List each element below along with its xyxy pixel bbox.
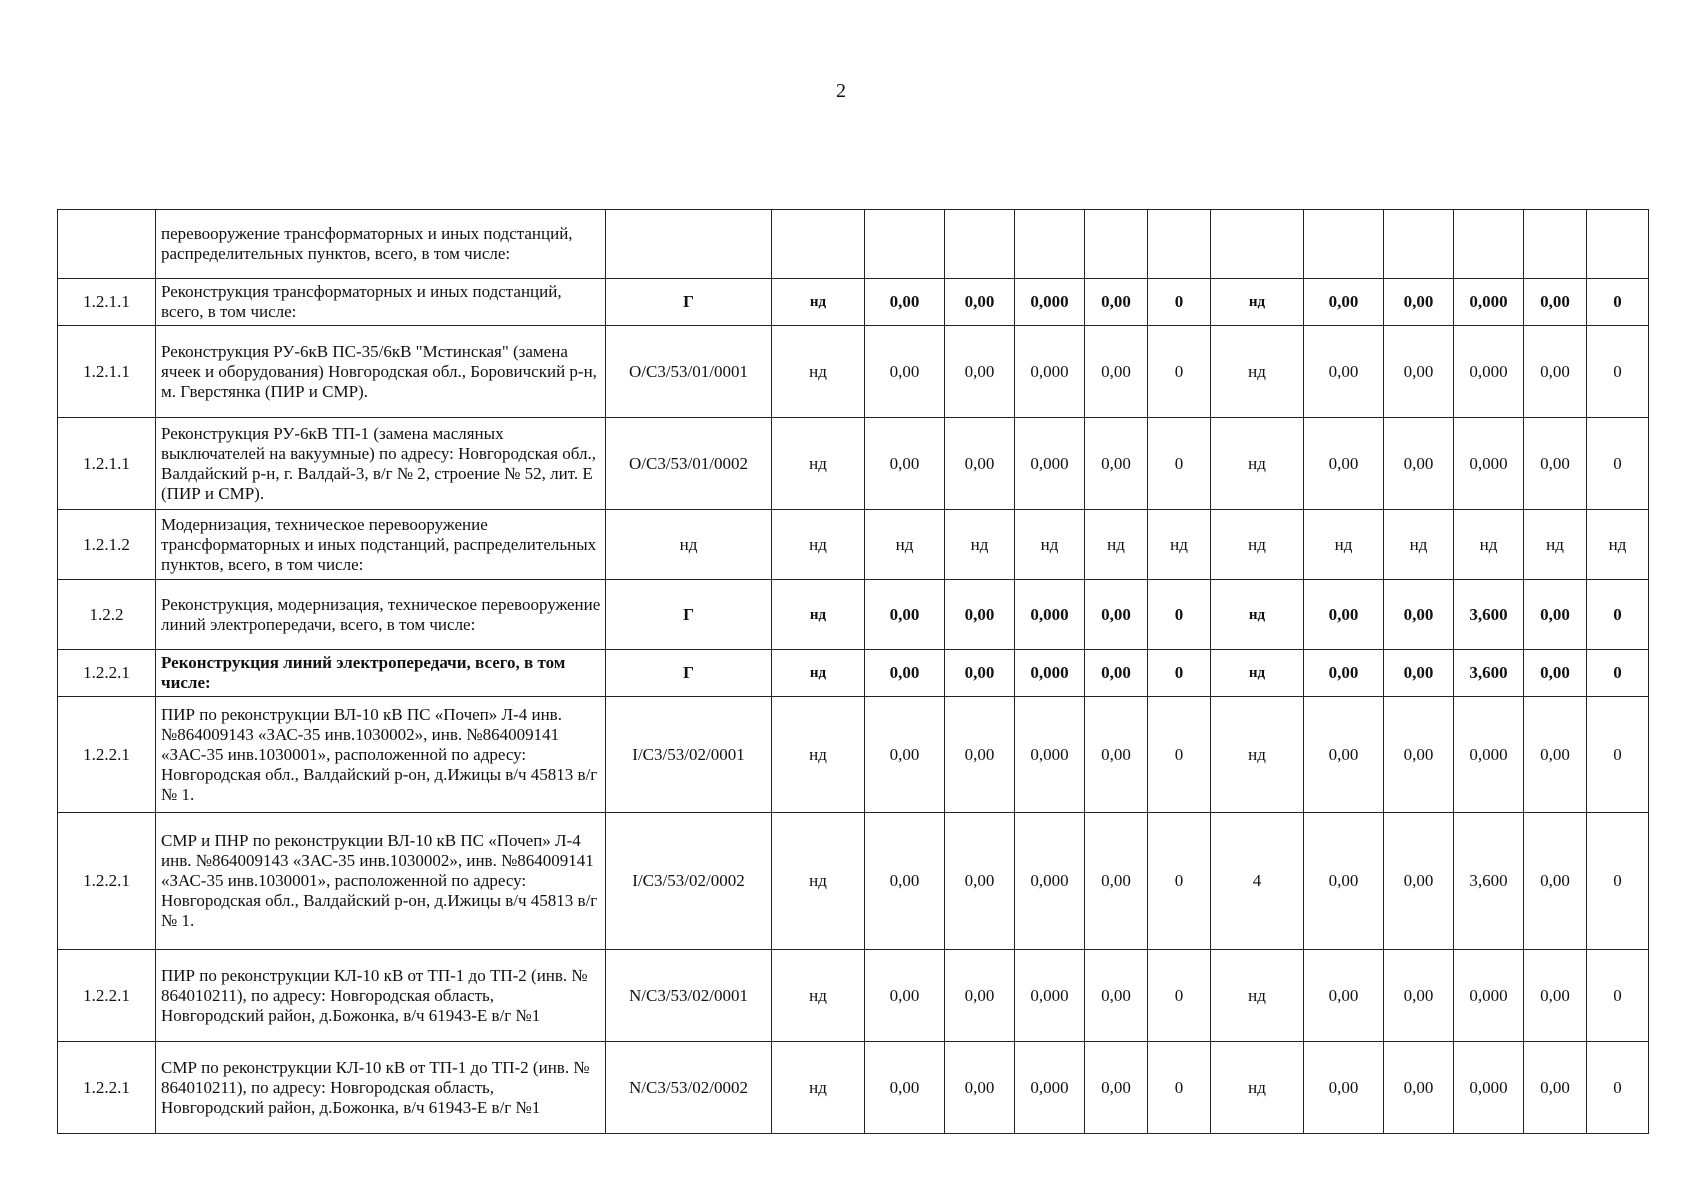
value-cell: 0,00 — [1085, 1042, 1148, 1134]
value-cell: нд — [772, 650, 865, 697]
value-cell: 0,00 — [1384, 418, 1454, 510]
value-cell — [1304, 210, 1384, 279]
value-cell: 3,600 — [1454, 650, 1524, 697]
value-cell — [1587, 210, 1649, 279]
value-cell: 0,00 — [865, 580, 945, 650]
page-number: 2 — [836, 80, 846, 102]
value-cell: 0,00 — [1085, 580, 1148, 650]
value-cell: 0,00 — [1384, 950, 1454, 1042]
value-cell: 0,00 — [1384, 279, 1454, 326]
value-cell: 0,00 — [945, 1042, 1015, 1134]
value-cell: 0 — [1587, 1042, 1649, 1134]
value-cell: 0 — [1148, 813, 1211, 950]
value-cell: 0,00 — [1304, 950, 1384, 1042]
value-cell — [945, 210, 1015, 279]
value-cell: 0,000 — [1454, 279, 1524, 326]
value-cell: 0,000 — [1015, 697, 1085, 813]
value-cell: нд — [945, 510, 1015, 580]
value-cell: 0,00 — [945, 279, 1015, 326]
value-cell: 0,00 — [1304, 697, 1384, 813]
value-cell: 0 — [1148, 950, 1211, 1042]
value-cell: 0 — [1587, 697, 1649, 813]
value-cell: 0,000 — [1454, 418, 1524, 510]
value-cell: нд — [772, 279, 865, 326]
row-name: Реконструкция линий электропередачи, всего, в том числе: — [156, 650, 606, 697]
value-cell: 0 — [1587, 326, 1649, 418]
value-cell: нд — [1211, 950, 1304, 1042]
value-cell: нд — [1211, 418, 1304, 510]
value-cell: нд — [1454, 510, 1524, 580]
value-cell — [1211, 210, 1304, 279]
value-cell: 0,000 — [1015, 1042, 1085, 1134]
value-cell: 0,000 — [1015, 326, 1085, 418]
row-number — [58, 210, 156, 279]
value-cell: нд — [1211, 697, 1304, 813]
value-cell: 0 — [1587, 950, 1649, 1042]
row-name: перевооружение трансформаторных и иных подстанций, распределительных пунктов, всего, в том числе: — [156, 210, 606, 279]
table-row — [58, 813, 1649, 950]
value-cell: 0,00 — [1085, 650, 1148, 697]
row-code: N/C3/53/02/0002 — [606, 1042, 772, 1134]
value-cell: 0 — [1587, 279, 1649, 326]
value-cell: нд — [1211, 650, 1304, 697]
value-cell: 0,00 — [1085, 697, 1148, 813]
value-cell: 0,00 — [1384, 326, 1454, 418]
row-number: 1.2.2.1 — [58, 950, 156, 1042]
value-cell: 0,00 — [1384, 813, 1454, 950]
value-cell — [1148, 210, 1211, 279]
row-name: Модернизация, техническое перевооружение трансформаторных и иных подстанций, распределительных пунктов, всего, в том числе: — [156, 510, 606, 580]
value-cell: нд — [1211, 580, 1304, 650]
value-cell: 0,00 — [1384, 580, 1454, 650]
row-code: I/C3/53/02/0001 — [606, 697, 772, 813]
row-code: N/C3/53/02/0001 — [606, 950, 772, 1042]
value-cell: 0 — [1148, 326, 1211, 418]
row-number: 1.2.2.1 — [58, 1042, 156, 1134]
row-name: Реконструкция РУ-6кВ ТП-1 (замена масляных выключателей на вакуумные) по адресу: Новгородская обл., Валдайский р-н, г. Валдай-3, в/г № 2, строение № 52, лит. Е (ПИР и СМР). — [156, 418, 606, 510]
row-name: СМР по реконструкции КЛ-10 кВ от ТП-1 до ТП-2 (инв. № 864010211), по адресу: Новгородская область, Новгородский район, д.Божонка, в/ч 61943-Е в/г №1 — [156, 1042, 606, 1134]
value-cell: 0,00 — [1085, 950, 1148, 1042]
value-cell: нд — [865, 510, 945, 580]
value-cell — [1384, 210, 1454, 279]
value-cell: 0 — [1148, 279, 1211, 326]
value-cell: 0,00 — [1085, 326, 1148, 418]
value-cell: нд — [1384, 510, 1454, 580]
value-cell: 0,00 — [945, 813, 1015, 950]
value-cell: нд — [1211, 326, 1304, 418]
value-cell: 0,00 — [1524, 650, 1587, 697]
value-cell: 0,00 — [865, 650, 945, 697]
value-cell — [1085, 210, 1148, 279]
table-row — [58, 697, 1649, 813]
value-cell: 0,00 — [1384, 697, 1454, 813]
investment-program-table — [57, 209, 1649, 1134]
value-cell: нд — [1304, 510, 1384, 580]
value-cell: 0,00 — [1304, 650, 1384, 697]
value-cell: нд — [1085, 510, 1148, 580]
value-cell: нд — [772, 510, 865, 580]
value-cell: 0,00 — [945, 950, 1015, 1042]
value-cell: 0,000 — [1015, 650, 1085, 697]
value-cell: 0,00 — [1085, 279, 1148, 326]
value-cell: 0,000 — [1015, 950, 1085, 1042]
value-cell: 0,00 — [1524, 950, 1587, 1042]
value-cell: 0,00 — [865, 697, 945, 813]
row-name: Реконструкция трансформаторных и иных подстанций, всего, в том числе: — [156, 279, 606, 326]
row-name: Реконструкция РУ-6кВ ПС-35/6кВ "Мстинская" (замена ячеек и оборудования) Новгородская обл., Боровичский р-н, м. Гверстянка (ПИР и СМР). — [156, 326, 606, 418]
row-code: нд — [606, 510, 772, 580]
value-cell: 0 — [1148, 580, 1211, 650]
value-cell: 0,000 — [1015, 813, 1085, 950]
table-row — [58, 950, 1649, 1042]
value-cell: 0,000 — [1454, 697, 1524, 813]
value-cell: 0,00 — [1524, 697, 1587, 813]
table-row — [58, 580, 1649, 650]
value-cell: 0,00 — [865, 950, 945, 1042]
row-name: ПИР по реконструкции ВЛ-10 кВ ПС «Почеп» Л-4 инв. №864009143 «ЗАС-35 инв.1030002», инв. №864009141 «ЗАС-35 инв.1030001», расположенной по адресу: Новгородская обл., Валдайский р-он, д.Ижицы в/ч 45813 в/г № 1. — [156, 697, 606, 813]
value-cell: 0,00 — [1304, 326, 1384, 418]
value-cell: 0,00 — [1524, 418, 1587, 510]
value-cell: нд — [772, 697, 865, 813]
value-cell: нд — [1211, 1042, 1304, 1134]
value-cell: 0,000 — [1015, 580, 1085, 650]
value-cell: 0,00 — [865, 326, 945, 418]
row-number: 1.2.2 — [58, 580, 156, 650]
value-cell — [1015, 210, 1085, 279]
value-cell — [1454, 210, 1524, 279]
value-cell: 0,00 — [1524, 580, 1587, 650]
row-code — [606, 210, 772, 279]
value-cell: 0,000 — [1454, 326, 1524, 418]
row-number: 1.2.2.1 — [58, 697, 156, 813]
row-code: O/C3/53/01/0001 — [606, 326, 772, 418]
value-cell: 0,00 — [865, 1042, 945, 1134]
value-cell: 0,00 — [1524, 326, 1587, 418]
value-cell: 0,000 — [1015, 418, 1085, 510]
row-number: 1.2.1.1 — [58, 418, 156, 510]
row-code: Г — [606, 650, 772, 697]
value-cell: нд — [1524, 510, 1587, 580]
value-cell: 0 — [1148, 650, 1211, 697]
value-cell: 0,000 — [1015, 279, 1085, 326]
value-cell: 0,00 — [945, 580, 1015, 650]
row-code: I/C3/53/02/0002 — [606, 813, 772, 950]
row-number: 1.2.1.1 — [58, 279, 156, 326]
value-cell: 0,000 — [1454, 950, 1524, 1042]
value-cell — [865, 210, 945, 279]
value-cell: 0,00 — [1304, 418, 1384, 510]
value-cell: нд — [1211, 279, 1304, 326]
row-code: O/C3/53/01/0002 — [606, 418, 772, 510]
value-cell: 3,600 — [1454, 813, 1524, 950]
value-cell: 3,600 — [1454, 580, 1524, 650]
value-cell: 0,00 — [945, 650, 1015, 697]
value-cell: 0 — [1587, 418, 1649, 510]
value-cell: 0,00 — [1524, 279, 1587, 326]
value-cell: 0,000 — [1454, 1042, 1524, 1134]
value-cell: 0,00 — [1304, 813, 1384, 950]
value-cell: 0,00 — [945, 326, 1015, 418]
value-cell: нд — [1587, 510, 1649, 580]
value-cell: нд — [1148, 510, 1211, 580]
table-row — [58, 1042, 1649, 1134]
value-cell: 0,00 — [1085, 813, 1148, 950]
value-cell: нд — [772, 950, 865, 1042]
value-cell — [772, 210, 865, 279]
value-cell: нд — [1211, 510, 1304, 580]
value-cell: 0,00 — [945, 697, 1015, 813]
value-cell: нд — [772, 418, 865, 510]
table-row — [58, 650, 1649, 697]
value-cell: 0,00 — [1524, 813, 1587, 950]
value-cell: 0 — [1148, 418, 1211, 510]
value-cell: 0,00 — [1384, 650, 1454, 697]
table-row — [58, 279, 1649, 326]
value-cell: 0,00 — [865, 418, 945, 510]
value-cell: 0,00 — [1304, 279, 1384, 326]
value-cell: 0,00 — [865, 279, 945, 326]
table-row — [58, 326, 1649, 418]
value-cell: 0,00 — [945, 418, 1015, 510]
value-cell: 4 — [1211, 813, 1304, 950]
value-cell: 0,00 — [1384, 1042, 1454, 1134]
row-name: СМР и ПНР по реконструкции ВЛ-10 кВ ПС «Почеп» Л-4 инв. №864009143 «ЗАС-35 инв.1030002», инв. №864009141 «ЗАС-35 инв.1030001», расположенной по адресу: Новгородская обл., Валдайский р-он, д.Ижицы в/ч 45813 в/г № 1. — [156, 813, 606, 950]
row-name: Реконструкция, модернизация, техническое перевооружение линий электропередачи, всего, в том числе: — [156, 580, 606, 650]
value-cell: нд — [1015, 510, 1085, 580]
value-cell: 0 — [1148, 1042, 1211, 1134]
value-cell: 0 — [1148, 697, 1211, 813]
table-row — [58, 418, 1649, 510]
table-row — [58, 510, 1649, 580]
value-cell: 0,00 — [1304, 580, 1384, 650]
table-row — [58, 210, 1649, 279]
value-cell: 0 — [1587, 813, 1649, 950]
value-cell: 0,00 — [1085, 418, 1148, 510]
row-code: Г — [606, 279, 772, 326]
value-cell: 0,00 — [1524, 1042, 1587, 1134]
row-number: 1.2.2.1 — [58, 650, 156, 697]
value-cell: 0 — [1587, 580, 1649, 650]
row-name: ПИР по реконструкции КЛ-10 кВ от ТП-1 до ТП-2 (инв. № 864010211), по адресу: Новгородская область, Новгородский район, д.Божонка, в/ч 61943-Е в/г №1 — [156, 950, 606, 1042]
value-cell: 0,00 — [1304, 1042, 1384, 1134]
value-cell: нд — [772, 326, 865, 418]
row-code: Г — [606, 580, 772, 650]
value-cell: 0 — [1587, 650, 1649, 697]
value-cell: нд — [772, 1042, 865, 1134]
row-number: 1.2.1.2 — [58, 510, 156, 580]
value-cell — [1524, 210, 1587, 279]
row-number: 1.2.1.1 — [58, 326, 156, 418]
value-cell: 0,00 — [865, 813, 945, 950]
value-cell: нд — [772, 580, 865, 650]
value-cell: нд — [772, 813, 865, 950]
row-number: 1.2.2.1 — [58, 813, 156, 950]
